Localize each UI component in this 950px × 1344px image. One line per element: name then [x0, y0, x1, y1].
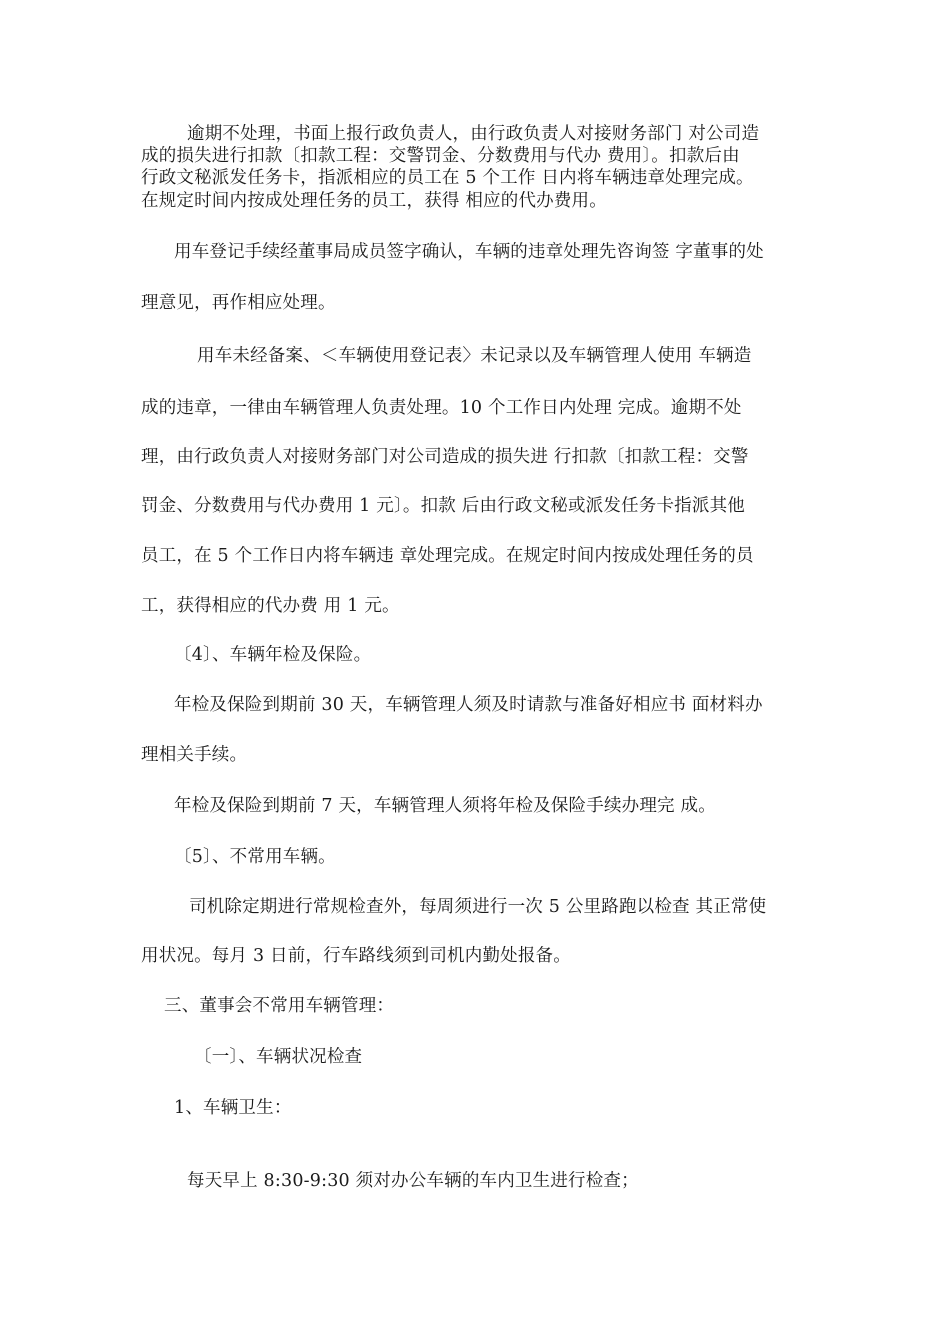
paragraph-6-line-1: 司机除定期进行常规检查外，每周须进行一次 5 公里路跑以检查 其正常使 — [189, 897, 767, 917]
paragraph-3-line-4: 罚金、分数费用与代办费用 1 元〕。扣款 后由行政文秘或派发任务卡指派其他 — [141, 496, 745, 516]
paragraph-3-line-3: 理，由行政负责人对接财务部门对公司造成的损失进 行扣款〔扣款工程：交警 — [141, 447, 749, 467]
paragraph-3-line-6: 工，获得相应的代办费 用 1 元。 — [141, 596, 400, 616]
paragraph-6-line-2: 用状况。每月 3 日前，行车路线须到司机内勤处报备。 — [141, 946, 571, 966]
chapter-heading-3: 三、董事会不常用车辆管理： — [164, 996, 395, 1016]
paragraph-4-line-2: 理相关手续。 — [141, 745, 248, 765]
paragraph-7-line-1: 每天早上 8:30-9:30 须对办公车辆的车内卫生进行检查； — [187, 1171, 639, 1191]
section-heading-4: 〔4〕、车辆年检及保险。 — [174, 645, 372, 665]
paragraph-3-line-5: 员工，在 5 个工作日内将车辆违 章处理完成。在规定时间内按成处理任务的员 — [141, 546, 754, 566]
paragraph-1-line-2: 成的损失进行扣款〔扣款工程：交警罚金、分数费用与代办 费用〕。扣款后由 — [141, 146, 740, 166]
paragraph-5-line-1: 年检及保险到期前 7 天，车辆管理人须将年检及保险手续办理完 成。 — [174, 796, 716, 816]
paragraph-3-line-1: 用车未经备案、＜车辆使用登记表〉未记录以及车辆管理人使用 车辆造 — [197, 346, 752, 366]
item-heading-1: 1、车辆卫生： — [174, 1098, 292, 1118]
paragraph-3-line-2: 成的违章，一律由车辆管理人负责处理。10 个工作日内处理 完成。逾期不处 — [141, 398, 742, 418]
subsection-heading-1: 〔一〕、车辆状况检查 — [194, 1047, 363, 1067]
paragraph-2-line-1: 用车登记手续经董事局成员签字确认，车辆的违章处理先咨询签 字董事的处 — [174, 242, 764, 262]
paragraph-1-line-4: 在规定时间内按成处理任务的员工，获得 相应的代办费用。 — [141, 191, 607, 211]
paragraph-2-line-2: 理意见，再作相应处理。 — [141, 293, 336, 313]
section-heading-5: 〔5〕、不常用车辆。 — [174, 847, 336, 867]
paragraph-1-line-1: 逾期不处理，书面上报行政负责人，由行政负责人对接财务部门 对公司造 — [187, 124, 760, 144]
paragraph-4-line-1: 年检及保险到期前 30 天，车辆管理人须及时请款与准备好相应书 面材料办 — [174, 695, 763, 715]
paragraph-1-line-3: 行政文秘派发任务卡，指派相应的员工在 5 个工作 日内将车辆违章处理完成。 — [141, 168, 754, 188]
